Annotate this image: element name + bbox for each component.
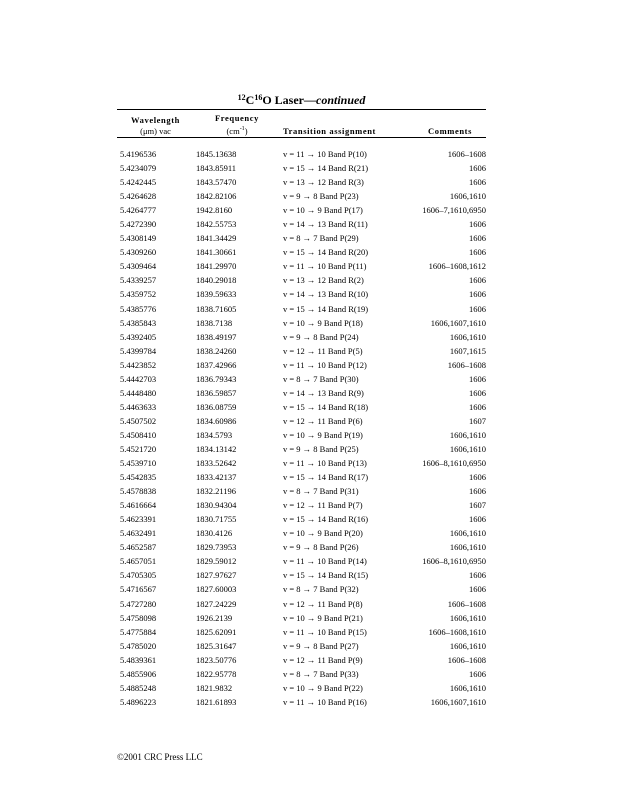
- wavelength-cell: 5.4705305: [120, 570, 157, 581]
- wavelength-cell: 5.4616664: [120, 500, 157, 511]
- frequency-cell: 1825.62091: [196, 626, 237, 637]
- frequency-cell: 1843.85911: [196, 163, 237, 174]
- wavelength-cell: 5.4885248: [120, 682, 157, 693]
- wavelength-cell: 5.4657051: [120, 556, 157, 567]
- header-frequency-label: Frequency: [215, 113, 259, 124]
- transition-cell: v = 14 → 13 Band R(11): [283, 219, 368, 230]
- title-isotope-mass-carbon: 12: [237, 93, 246, 102]
- wavelength-cell: 5.4542835: [120, 472, 157, 483]
- wavelength-cell: 5.4775884: [120, 626, 157, 637]
- transition-cell: v = 11 → 10 Band P(10): [283, 149, 367, 159]
- comments-cell: 1606: [469, 233, 486, 244]
- frequency-cell: 1827.97627: [196, 570, 237, 581]
- transition-cell: v = 11 → 10 Band P(14): [283, 556, 367, 567]
- table-row: [117, 512, 486, 526]
- table-row: [117, 358, 486, 372]
- wavelength-cell: 5.4632491: [120, 528, 157, 539]
- table-body: [117, 137, 486, 709]
- frequency-cell: 1942.8160: [196, 205, 233, 216]
- wavelength-cell: 5.4264777: [120, 205, 157, 216]
- table-row: [117, 344, 486, 358]
- transition-cell: v = 8 → 7 Band P(33): [283, 668, 359, 679]
- frequency-cell: 1829.73953: [196, 542, 237, 553]
- transition-cell: v = 10 → 9 Band P(17): [283, 205, 363, 216]
- table-row: [117, 484, 486, 498]
- table-row: [117, 203, 486, 217]
- table-row: [117, 639, 486, 653]
- table-row: [117, 316, 486, 330]
- wavelength-cell: 5.4385843: [120, 317, 157, 328]
- table-row: [117, 695, 486, 709]
- frequency-cell: 1841.30661: [196, 247, 237, 258]
- table-row: [117, 217, 486, 231]
- transition-cell: v = 11 → 10 Band P(16): [283, 696, 367, 707]
- wavelength-cell: 5.4521720: [120, 443, 157, 454]
- frequency-cell: 1833.52642: [196, 458, 237, 469]
- table-row: [117, 330, 486, 344]
- frequency-cell: 1845.13638: [196, 149, 237, 159]
- transition-cell: v = 15 → 14 Band R(19): [283, 303, 369, 314]
- frequency-cell: 1842.82106: [196, 191, 237, 202]
- wavelength-cell: 5.4507502: [120, 415, 157, 426]
- wavelength-cell: 5.4716567: [120, 584, 157, 595]
- frequency-cell: 1841.34429: [196, 233, 237, 244]
- frequency-cell: 1834.13142: [196, 443, 237, 454]
- comments-cell: 1606–1608,1610: [428, 626, 486, 637]
- table-row: [117, 597, 486, 611]
- comments-cell: 1606: [469, 514, 486, 525]
- table-header-row: [117, 110, 486, 137]
- comments-cell: 1607: [469, 415, 486, 426]
- laser-lines-table: [117, 110, 486, 709]
- wavelength-cell: 5.4234079: [120, 163, 157, 174]
- transition-cell: v = 12 → 11 Band P(7): [283, 500, 363, 511]
- wavelength-cell: 5.4508410: [120, 429, 157, 440]
- transition-cell: v = 10 → 9 Band P(21): [283, 612, 363, 623]
- transition-cell: v = 10 → 9 Band P(18): [283, 317, 363, 328]
- comments-cell: 1607,1615: [449, 345, 486, 356]
- transition-cell: v = 10 → 9 Band P(22): [283, 682, 363, 693]
- table-row: [117, 498, 486, 512]
- table-row: [117, 582, 486, 596]
- frequency-cell: 1821.9832: [196, 682, 233, 693]
- frequency-cell: 1827.24229: [196, 598, 237, 609]
- wavelength-cell: 5.4308149: [120, 233, 157, 244]
- frequency-cell: 1836.08759: [196, 401, 237, 412]
- header-wavelength-label: Wavelength: [131, 115, 180, 125]
- wavelength-cell: 5.4785020: [120, 640, 157, 651]
- transition-cell: v = 9 → 8 Band P(23): [283, 191, 359, 202]
- table-row: [117, 161, 486, 175]
- wavelength-cell: 5.4839361: [120, 654, 157, 665]
- transition-cell: v = 11 → 10 Band P(11): [283, 261, 367, 272]
- table-row: [117, 526, 486, 540]
- wavelength-cell: 5.4727280: [120, 598, 157, 609]
- wavelength-cell: 5.4463633: [120, 401, 157, 412]
- table-row: [117, 611, 486, 625]
- table-row: [117, 245, 486, 259]
- comments-cell: 1606,1610: [449, 612, 486, 623]
- header-comments: Comments: [428, 126, 472, 136]
- comments-cell: 1606–8,1610,6950: [422, 556, 486, 567]
- comments-cell: 1606,1607,1610: [430, 317, 486, 328]
- frequency-cell: 1839.59633: [196, 289, 237, 300]
- table-row: [117, 231, 486, 245]
- wavelength-cell: 5.4309464: [120, 261, 157, 272]
- frequency-cell: 1833.42137: [196, 472, 237, 483]
- wavelength-cell: 5.4623391: [120, 514, 157, 525]
- comments-cell: 1606,1610: [449, 542, 486, 553]
- wavelength-cell: 5.4855906: [120, 668, 157, 679]
- comments-cell: 1606: [469, 247, 486, 258]
- wavelength-cell: 5.4392405: [120, 331, 157, 342]
- wavelength-cell: 5.4652587: [120, 542, 157, 553]
- transition-cell: v = 12 → 11 Band P(5): [283, 345, 363, 356]
- transition-cell: v = 8 → 7 Band P(31): [283, 486, 359, 497]
- frequency-cell: 1838.71605: [196, 303, 237, 314]
- frequency-cell: 1834.60986: [196, 415, 237, 426]
- wavelength-cell: 5.4399784: [120, 345, 157, 356]
- title-element-carbon: C: [245, 93, 255, 107]
- comments-cell: 1606: [469, 584, 486, 595]
- table-title: [117, 92, 486, 108]
- wavelength-cell: 5.4359752: [120, 289, 157, 300]
- table-row: [117, 442, 486, 456]
- transition-cell: v = 12 → 11 Band P(9): [283, 654, 363, 665]
- frequency-cell: 1823.50776: [196, 654, 237, 665]
- table-row: [117, 273, 486, 287]
- wavelength-cell: 5.4242445: [120, 177, 157, 188]
- title-isotope-mass-oxygen: 16: [254, 93, 263, 102]
- comments-cell: 1606: [469, 289, 486, 300]
- comments-cell: 1606: [469, 275, 486, 286]
- transition-cell: v = 12 → 11 Band P(6): [283, 415, 363, 426]
- wavelength-cell: 5.4442703: [120, 373, 157, 384]
- frequency-cell: 1832.21196: [196, 486, 237, 497]
- table-row: [117, 189, 486, 203]
- document-page: [117, 92, 486, 709]
- frequency-cell: 1926.2139: [196, 612, 233, 623]
- frequency-cell: 1836.79343: [196, 373, 237, 384]
- transition-cell: v = 15 → 14 Band R(15): [283, 570, 369, 581]
- table-row: [117, 414, 486, 428]
- wavelength-cell: 5.4385776: [120, 303, 157, 314]
- frequency-cell: 1821.61893: [196, 696, 237, 707]
- transition-cell: v = 15 → 14 Band R(21): [283, 163, 369, 174]
- comments-cell: 1606: [469, 472, 486, 483]
- frequency-cell: 1830.4126: [196, 528, 233, 539]
- wavelength-cell: 5.4196536: [120, 149, 157, 159]
- transition-cell: v = 15 → 14 Band R(17): [283, 472, 369, 483]
- table-row: [117, 372, 486, 386]
- frequency-cell: 1830.71755: [196, 514, 237, 525]
- comments-cell: 1606–1608: [447, 598, 486, 609]
- wavelength-cell: 5.4539710: [120, 458, 157, 469]
- transition-cell: v = 10 → 9 Band P(20): [283, 528, 363, 539]
- table-row: [117, 681, 486, 695]
- copyright-footer: ©2001 CRC Press LLC: [117, 752, 203, 762]
- header-wavelength-unit: (μm) vac: [140, 126, 171, 136]
- frequency-cell: 1838.7138: [196, 317, 233, 328]
- frequency-cell: 1836.59857: [196, 387, 237, 398]
- comments-cell: 1606: [469, 401, 486, 412]
- frequency-cell: 1843.57470: [196, 177, 237, 188]
- wavelength-cell: 5.4272390: [120, 219, 157, 230]
- frequency-cell: 1830.94304: [196, 500, 237, 511]
- comments-cell: 1606–1608,1612: [428, 261, 486, 272]
- transition-cell: v = 8 → 7 Band P(29): [283, 233, 359, 244]
- table-row: [117, 653, 486, 667]
- transition-cell: v = 10 → 9 Band P(19): [283, 429, 363, 440]
- comments-cell: 1606,1607,1610: [430, 696, 486, 707]
- frequency-cell: 1837.42966: [196, 359, 237, 370]
- header-wavelength: [117, 110, 194, 137]
- transition-cell: v = 15 → 14 Band R(16): [283, 514, 369, 525]
- table-row: [117, 302, 486, 316]
- transition-cell: v = 11 → 10 Band P(15): [283, 626, 367, 637]
- comments-cell: 1606: [469, 163, 486, 174]
- transition-cell: v = 13 → 12 Band R(2): [283, 275, 364, 286]
- transition-cell: v = 14 → 13 Band R(10): [283, 289, 369, 300]
- transition-cell: v = 15 → 14 Band R(18): [283, 401, 369, 412]
- wavelength-cell: 5.4309260: [120, 247, 157, 258]
- transition-cell: v = 11 → 10 Band P(12): [283, 359, 367, 370]
- comments-cell: 1606–7,1610,6950: [422, 205, 486, 216]
- comments-cell: 1606,1610: [449, 191, 486, 202]
- transition-cell: v = 14 → 13 Band R(9): [283, 387, 364, 398]
- table-row: [117, 428, 486, 442]
- title-continued: continued: [316, 93, 366, 107]
- table-row: [117, 625, 486, 639]
- wavelength-cell: 5.4339257: [120, 275, 157, 286]
- table-row: [117, 147, 486, 161]
- table-row: [117, 470, 486, 484]
- transition-cell: v = 13 → 12 Band R(3): [283, 177, 364, 188]
- transition-cell: v = 8 → 7 Band P(32): [283, 584, 359, 595]
- frequency-cell: 1840.29018: [196, 275, 237, 286]
- table-row: [117, 386, 486, 400]
- transition-cell: v = 8 → 7 Band P(30): [283, 373, 359, 384]
- transition-cell: v = 15 → 14 Band R(20): [283, 247, 369, 258]
- comments-cell: 1606: [469, 570, 486, 581]
- comments-cell: 1606,1610: [449, 682, 486, 693]
- comments-cell: 1606: [469, 373, 486, 384]
- table-row: [117, 456, 486, 470]
- table-row: [117, 554, 486, 568]
- table-row: [117, 568, 486, 582]
- comments-cell: 1606–8,1610,6950: [422, 458, 486, 469]
- frequency-cell: 1841.29970: [196, 261, 237, 272]
- comments-cell: 1606,1610: [449, 528, 486, 539]
- header-transition: Transition assignment: [283, 126, 376, 136]
- wavelength-cell: 5.4758098: [120, 612, 157, 623]
- frequency-cell: 1838.24260: [196, 345, 237, 356]
- table-row: [117, 259, 486, 273]
- wavelength-cell: 5.4423852: [120, 359, 157, 370]
- comments-cell: 1606–1608: [447, 654, 486, 665]
- frequency-cell: 1829.59012: [196, 556, 237, 567]
- comments-cell: 1606: [469, 303, 486, 314]
- wavelength-cell: 5.4578838: [120, 486, 157, 497]
- comments-cell: 1606: [469, 219, 486, 230]
- wavelength-cell: 5.4896223: [120, 696, 157, 707]
- comments-cell: 1606–1608: [447, 149, 486, 159]
- frequency-cell: 1825.31647: [196, 640, 237, 651]
- transition-cell: v = 9 → 8 Band P(25): [283, 443, 359, 454]
- frequency-cell: 1838.49197: [196, 331, 237, 342]
- frequency-cell: 1827.60003: [196, 584, 237, 595]
- transition-cell: v = 12 → 11 Band P(8): [283, 598, 363, 609]
- comments-cell: 1606: [469, 486, 486, 497]
- table-row: [117, 400, 486, 414]
- frequency-cell: 1822.95778: [196, 668, 237, 679]
- comments-cell: 1606,1610: [449, 429, 486, 440]
- transition-cell: v = 9 → 8 Band P(24): [283, 331, 359, 342]
- comments-cell: 1606: [469, 387, 486, 398]
- table-row: [117, 667, 486, 681]
- header-frequency-unit: $(cm^{-1})$: [226, 126, 248, 136]
- transition-cell: v = 9 → 8 Band P(26): [283, 542, 359, 553]
- frequency-cell: 1834.5793: [196, 429, 233, 440]
- wavelength-cell: 5.4264628: [120, 191, 157, 202]
- table-row: [117, 287, 486, 301]
- table-row: [117, 175, 486, 189]
- frequency-cell: 1842.55753: [196, 219, 237, 230]
- title-element-oxygen-laser: O Laser—: [262, 93, 316, 107]
- table-row: [117, 540, 486, 554]
- comments-cell: 1606: [469, 668, 486, 679]
- comments-cell: 1606,1610: [449, 443, 486, 454]
- comments-cell: 1606,1610: [449, 640, 486, 651]
- comments-cell: 1606–1608: [447, 359, 486, 370]
- header-frequency: [194, 110, 280, 137]
- comments-cell: 1606,1610: [449, 331, 486, 342]
- comments-cell: 1607: [469, 500, 486, 511]
- wavelength-cell: 5.4448480: [120, 387, 157, 398]
- transition-cell: v = 11 → 10 Band P(13): [283, 458, 367, 469]
- comments-cell: 1606: [469, 177, 486, 188]
- transition-cell: v = 9 → 8 Band P(27): [283, 640, 359, 651]
